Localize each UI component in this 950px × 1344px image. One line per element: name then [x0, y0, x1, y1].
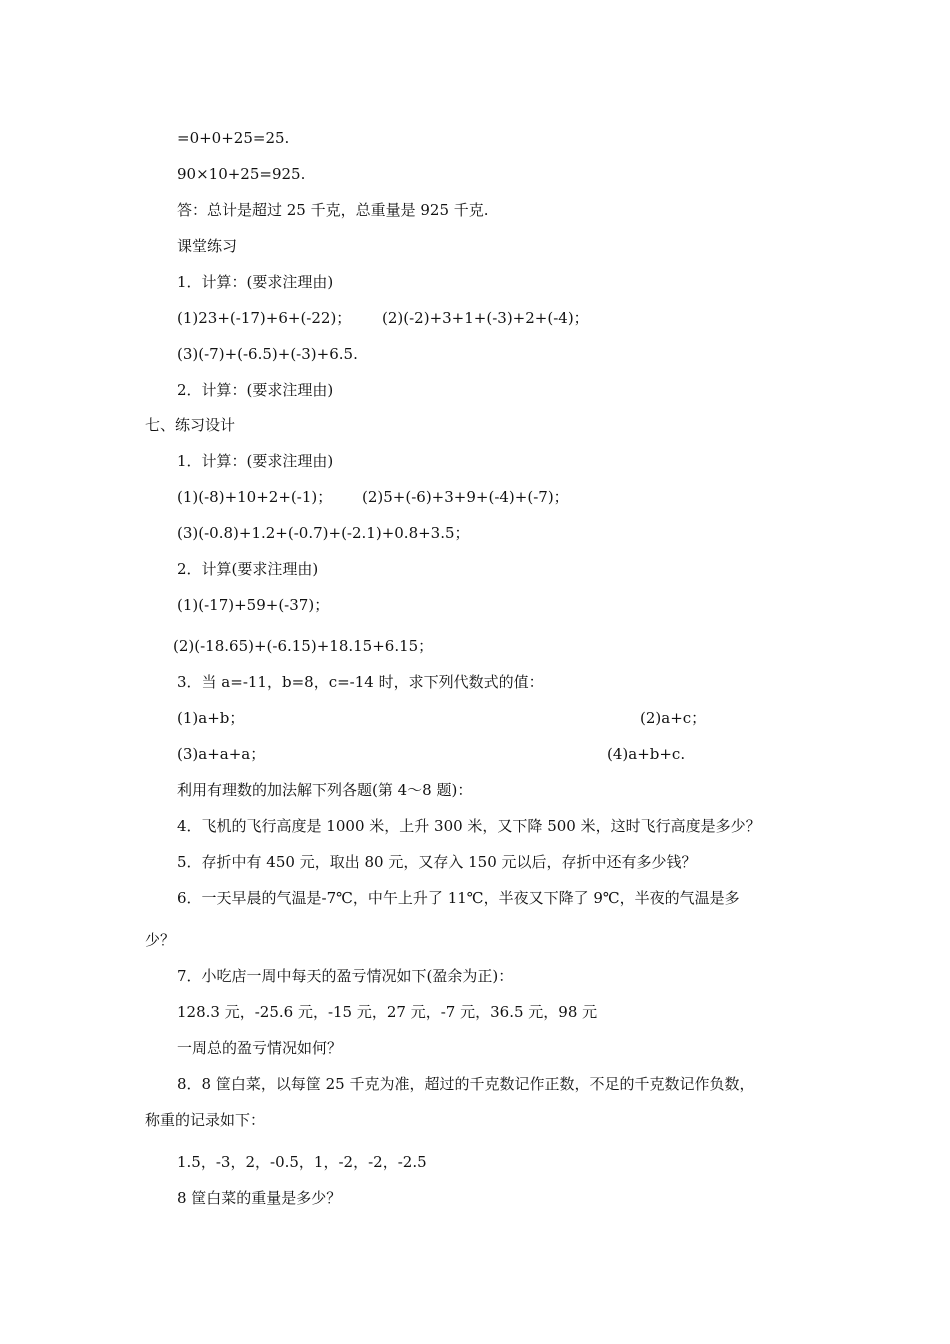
math-expression: (2)(-2)+3+1+(-3)+2+(-4)；: [382, 309, 589, 327]
math-expression: (4)a+b+c.: [607, 745, 686, 763]
math-expression: (1)(-8)+10+2+(-1)；: [177, 488, 333, 506]
text-line: 4．飞机的飞行高度是 1000 米，上升 300 米，又下降 500 米，这时飞行高度是多少？: [177, 817, 761, 835]
text-line: 5．存折中有 450 元，取出 80 元，又存入 150 元以后，存折中还有多少钱？: [177, 853, 697, 871]
text-line: 2．计算(要求注理由): [177, 560, 319, 578]
math-expression: (3)a+a+a；: [177, 745, 266, 763]
section-heading: 课堂练习: [177, 237, 238, 255]
math-expression: (1)a+b；: [177, 709, 245, 727]
math-expression: (2)5+(-6)+3+9+(-4)+(-7)；: [362, 488, 569, 506]
math-expression: (3)(-0.8)+1.2+(-0.7)+(-2.1)+0.8+3.5；: [177, 524, 470, 542]
text-line: 3．当 a=-11，b=8，c=-14 时，求下列代数式的值：: [177, 673, 544, 691]
math-expression: (2)a+c；: [640, 709, 707, 727]
text-line: 1.5，-3，2，-0.5，1，-2，-2，-2.5: [177, 1153, 427, 1171]
math-expression: (3)(-7)+(-6.5)+(-3)+6.5.: [177, 345, 358, 363]
text-line: 90×10+25=925.: [177, 165, 306, 183]
text-line: 一周总的盈亏情况如何？: [177, 1039, 343, 1057]
math-expression: (1)(-17)+59+(-37)；: [177, 596, 330, 614]
text-line: =0+0+25=25.: [177, 129, 290, 147]
text-line: 1．计算：(要求注理由): [177, 273, 334, 291]
text-line: 称重的记录如下：: [145, 1111, 266, 1129]
text-line: 答：总计是超过 25 千克，总重量是 925 千克.: [177, 201, 489, 219]
section-heading: 七、练习设计: [145, 416, 236, 434]
text-line: 6．一天早晨的气温是-7℃，中午上升了 11℃，半夜又下降了 9℃，半夜的气温是多: [177, 889, 740, 907]
text-line: 利用有理数的加法解下列各题(第 4～8 题)：: [177, 781, 473, 799]
text-line: 2．计算：(要求注理由): [177, 381, 334, 399]
math-expression: (1)23+(-17)+6+(-22)；: [177, 309, 352, 327]
text-line: 8 筐白菜的重量是多少？: [177, 1189, 342, 1207]
text-line: 少？: [145, 931, 176, 949]
text-line: 1．计算：(要求注理由): [177, 452, 334, 470]
math-expression: (2)(-18.65)+(-6.15)+18.15+6.15；: [173, 637, 434, 655]
text-line: 8．8 筐白菜，以每筐 25 千克为准，超过的千克数记作正数，不足的千克数记作负数，: [177, 1075, 755, 1093]
text-line: 128.3 元，-25.6 元，-15 元，27 元，-7 元，36.5 元，98 元: [177, 1003, 598, 1021]
text-line: 7．小吃店一周中每天的盈亏情况如下(盈余为正)：: [177, 967, 514, 985]
